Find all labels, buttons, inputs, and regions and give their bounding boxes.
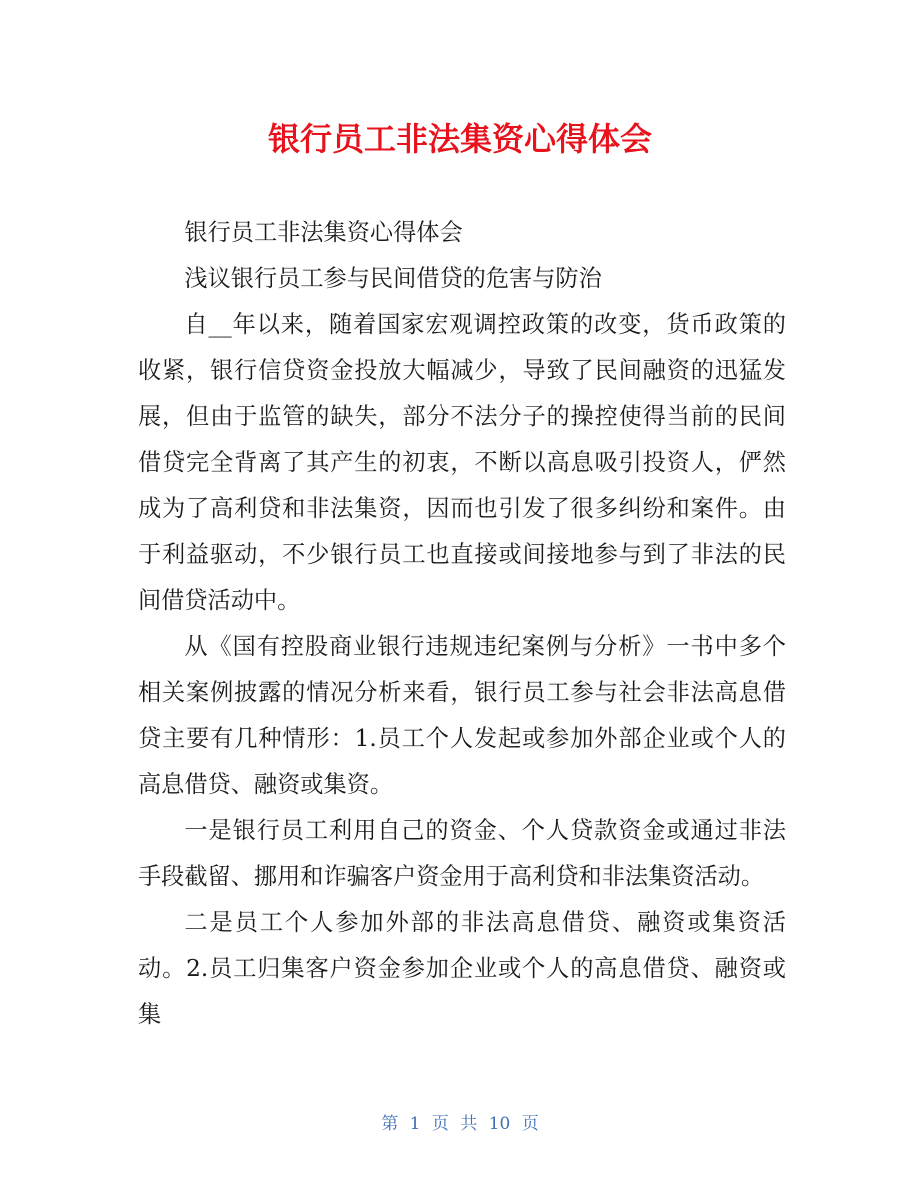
paragraph-subtitle: 浅议银行员工参与民间借贷的危害与防治 <box>184 265 602 292</box>
paragraph-cases: 从《国有控股商业银行违规违纪案例与分析》一书中多个相关案例披露的情况分析来看，银行员工参与社会非法高息借贷主要有几种情形：1.员工个人发起或参加外部企业或个人的高息借贷、融资或集资。 <box>138 633 786 798</box>
document-title: 银行员工非法集资心得体会 <box>267 120 652 158</box>
paragraph-point-one: 一是银行员工利用自己的资金、个人贷款资金或通过非法手段截留、挪用和诈骗客户资金用于高利贷和非法集资活动。 <box>138 817 786 890</box>
page-number-footer: 第 1 页 共 10 页 <box>381 1114 539 1134</box>
document-body <box>138 210 786 1038</box>
paragraph-heading: 银行员工非法集资心得体会 <box>184 219 463 246</box>
paragraph-intro: 自__年以来，随着国家宏观调控政策的改变，货币政策的收紧，银行信贷资金投放大幅减少，导致了民间融资的迅猛发展，但由于监管的缺失，部分不法分子的操控使得当前的民间借贷完全背离了其产生的初衷，不断以高息吸引投资人，俨然成为了高利贷和非法集资，因而也引发了很多纠纷和案件。由于利益驱动，不少银行员工也直接或间接地参与到了非法的民间借贷活动中。 <box>138 311 786 614</box>
paragraph-point-two: 二是员工个人参加外部的非法高息借贷、融资或集资活动。2.员工归集客户资金参加企业或个人的高息借贷、融资或集 <box>138 909 786 1028</box>
